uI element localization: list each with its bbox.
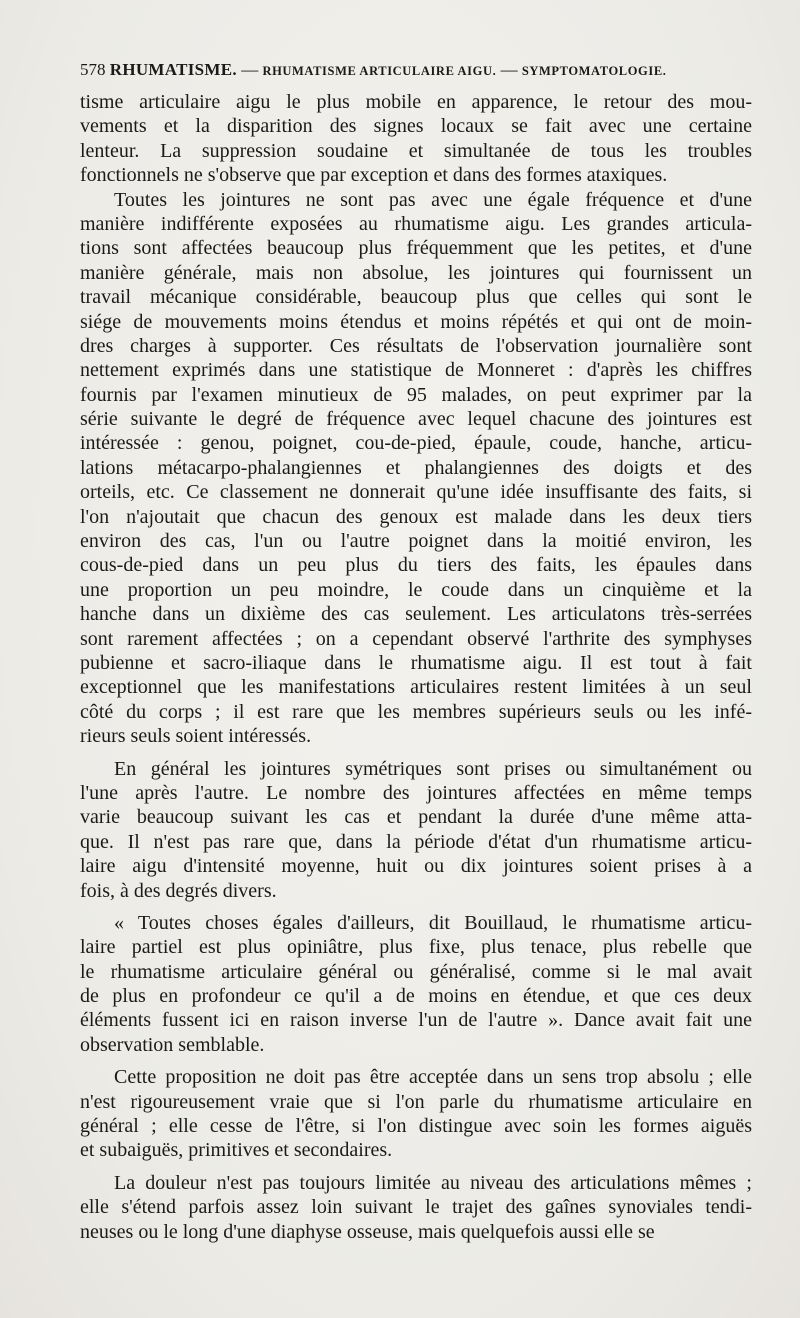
text-line: Cette proposition ne doit pas être acceptée dans un sens trop absolu ; elle bbox=[114, 1066, 752, 1089]
text-line: l'une après l'autre. Le nombre des jointures affectées en même temps bbox=[80, 781, 752, 804]
text-line: fois, à des degrés divers. bbox=[80, 879, 277, 902]
text-line: rieurs seuls soient intéressés. bbox=[80, 725, 312, 748]
text-line: elle s'étend parfois assez loin suivant le trajet des gaînes synoviales tendi- bbox=[80, 1196, 752, 1219]
paragraph-gap bbox=[80, 749, 752, 757]
text-line: lations métacarpo-phalangiennes et phalangiennes des doigts et des bbox=[80, 456, 752, 479]
text-line: dres charges à supporter. Ces résultats de l'observation journalière sont bbox=[80, 334, 752, 357]
text-line: Toutes les jointures ne sont pas avec une égale fréquence et d'une bbox=[114, 188, 752, 211]
text-line: pubienne et sacro-iliaque dans le rhumatisme aigu. Il est tout à fait bbox=[80, 651, 752, 674]
text-line: La douleur n'est pas toujours limitée au niveau des articulations mêmes ; bbox=[114, 1171, 752, 1194]
text-line: sont rarement affectées ; on a cependant observé l'arthrite des symphyses bbox=[80, 627, 752, 650]
text-line: côté du corps ; il est rare que les membres supérieurs seuls ou les infé- bbox=[80, 700, 752, 723]
paragraph-gap bbox=[80, 1163, 752, 1171]
paragraph bbox=[80, 1065, 752, 1163]
header-separator-2: — bbox=[500, 60, 518, 79]
text-line: vements et la disparition des signes locaux se fait avec une certaine bbox=[80, 115, 752, 138]
text-line: tisme articulaire aigu le plus mobile en apparence, le retour des mou- bbox=[80, 91, 752, 113]
text-line: tions sont affectées beaucoup plus fréquemment que les petites, et d'une bbox=[80, 237, 752, 260]
text-line: En général les jointures symétriques sont prises ou simultanément ou bbox=[114, 757, 752, 780]
text-line: et subaiguës, primitives et secondaires. bbox=[80, 1139, 393, 1162]
text-line: de plus en profondeur ce qu'il a de moins en étendue, et que ces deux bbox=[80, 985, 752, 1008]
text-line: « Toutes choses égales d'ailleurs, dit Bouillaud, le rhumatisme articu- bbox=[114, 911, 752, 934]
text-line: exceptionnel que les manifestations articulaires restent limitées à un seul bbox=[80, 676, 752, 699]
page-body-text bbox=[80, 90, 752, 1244]
text-line: hanche dans un dixième des cas seulement. Les articulatons très-serrées bbox=[80, 603, 752, 626]
text-line: siége de mouvements moins étendus et moins répétés et qui ont de moin- bbox=[80, 310, 752, 333]
paragraph bbox=[80, 90, 752, 188]
text-line: fournis par l'examen minutieux de 95 malades, on peut exprimer par la bbox=[80, 383, 752, 406]
paragraph bbox=[80, 1171, 752, 1244]
header-section: RHUMATISME ARTICULAIRE AIGU. bbox=[262, 64, 497, 78]
text-line: laire aigu d'intensité moyenne, huit ou dix jointures soient prises à a bbox=[80, 855, 752, 878]
text-line: varie beaucoup suivant les cas et pendant la durée d'une même atta- bbox=[80, 806, 752, 829]
text-line: travail mécanique considérable, beaucoup plus que celles qui sont le bbox=[80, 286, 752, 309]
text-line: environ des cas, l'un ou l'autre poignet dans la moitié environ, les bbox=[80, 530, 752, 553]
text-line: orteils, etc. Ce classement ne donnerait qu'une idée insuffisante des faits, si bbox=[80, 481, 752, 504]
text-line: général ; elle cesse de l'être, si l'on distingue avec soin les formes aiguës bbox=[80, 1115, 752, 1138]
text-line: lenteur. La suppression soudaine et simultanée de tous les troubles bbox=[80, 139, 752, 162]
text-line: n'est rigoureusement vraie que si l'on parle du rhumatisme articulaire en bbox=[80, 1090, 752, 1113]
text-line: manière indifférente exposées au rhumatisme aigu. Les grandes articula- bbox=[80, 212, 752, 235]
text-line: l'on n'ajoutait que chacun des genoux est malade dans les deux tiers bbox=[80, 505, 752, 528]
text-line: laire partiel est plus opiniâtre, plus fixe, plus tenace, plus rebelle que bbox=[80, 936, 752, 959]
paragraph bbox=[80, 911, 752, 1057]
text-line: observation semblable. bbox=[80, 1033, 265, 1056]
paragraph-gap bbox=[80, 1057, 752, 1065]
text-line: neuses ou le long d'une diaphyse osseuse, mais quelquefois aussi elle se bbox=[80, 1220, 655, 1243]
running-title: RHUMATISME. bbox=[109, 60, 237, 79]
header-separator: — bbox=[241, 60, 259, 79]
paragraph bbox=[80, 188, 752, 749]
page-number: 578 bbox=[80, 60, 106, 79]
text-line: éléments fussent ici en raison inverse l'un de l'autre ». Dance avait fait une bbox=[80, 1009, 752, 1032]
text-line: série suivante le degré de fréquence avec lequel chacune des jointures est bbox=[80, 408, 752, 431]
text-line: nettement exprimés dans une statistique de Monneret : d'après les chiffres bbox=[80, 359, 752, 382]
text-line: manière générale, mais non absolue, les jointures qui fournissent un bbox=[80, 261, 752, 284]
text-line: une proportion un peu moindre, le coude dans un cinquième et la bbox=[80, 578, 752, 601]
text-line: que. Il n'est pas rare que, dans la période d'état d'un rhumatisme articu- bbox=[80, 830, 752, 853]
text-line: fonctionnels ne s'observe que par exception et dans des formes ataxiques. bbox=[80, 164, 668, 187]
paragraph-gap bbox=[80, 903, 752, 911]
header-subsection: SYMPTOMATOLOGIE. bbox=[521, 64, 667, 78]
running-header bbox=[80, 60, 730, 82]
text-line: le rhumatisme articulaire général ou généralisé, comme si le mal avait bbox=[80, 960, 752, 983]
paragraph bbox=[80, 757, 752, 903]
text-line: cous-de-pied dans un peu plus du tiers des faits, les épaules dans bbox=[80, 554, 752, 577]
text-line: intéressée : genou, poignet, cou-de-pied, épaule, coude, hanche, articu- bbox=[80, 432, 752, 455]
